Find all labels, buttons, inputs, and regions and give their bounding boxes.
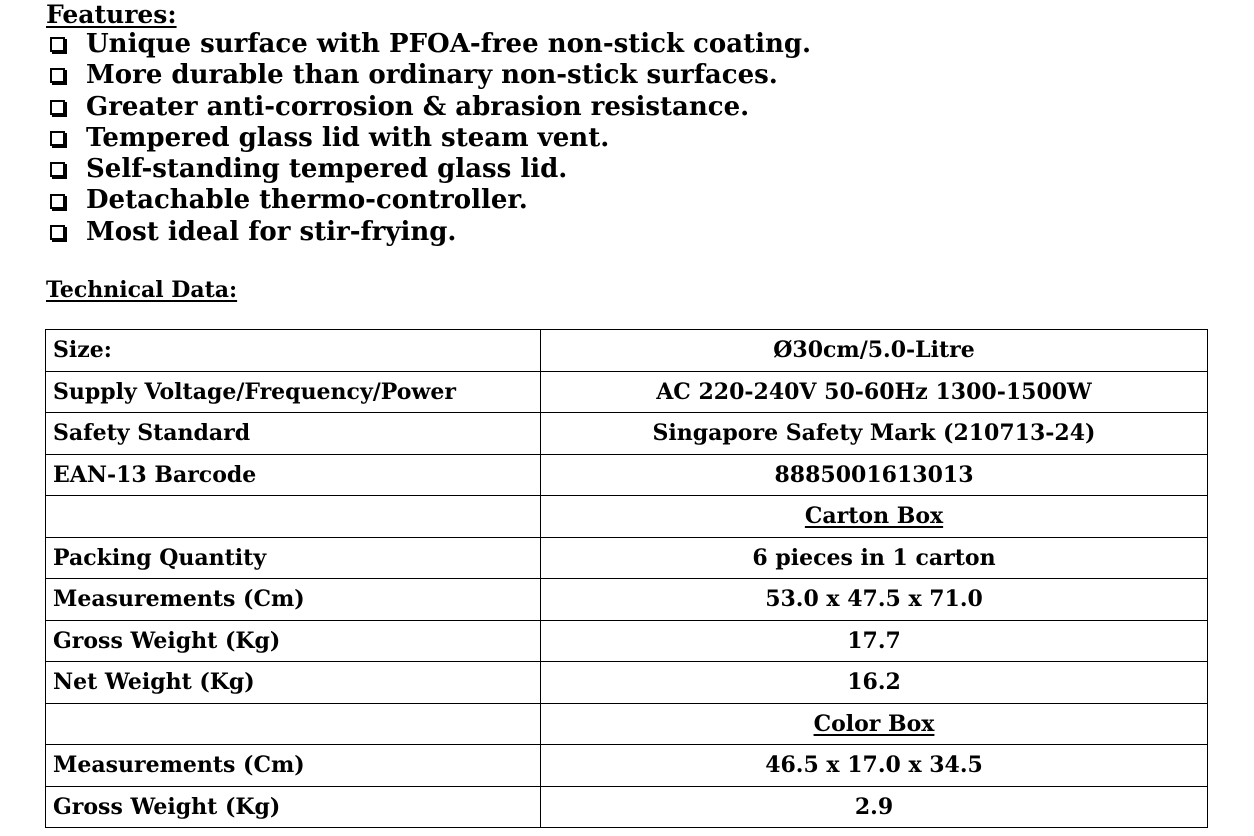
row-label — [46, 496, 541, 538]
row-label: EAN-13 Barcode — [46, 454, 541, 496]
table-section-row — [46, 703, 1208, 745]
checkbox-icon — [50, 162, 65, 177]
table-row — [46, 579, 1208, 621]
checkbox-icon — [50, 194, 65, 209]
row-label: Packing Quantity — [46, 537, 541, 579]
feature-text: Self-standing tempered glass lid. — [86, 154, 568, 185]
feature-text: More durable than ordinary non-stick surfaces. — [86, 60, 778, 91]
row-label: Measurements (Cm) — [46, 745, 541, 787]
row-value: 8885001613013 — [541, 454, 1208, 496]
feature-item — [46, 29, 811, 60]
row-value: Singapore Safety Mark (210713-24) — [541, 413, 1208, 455]
checkbox-icon — [50, 131, 65, 146]
feature-item — [46, 154, 811, 185]
checkbox-icon — [50, 68, 65, 83]
row-label: Size: — [46, 330, 541, 372]
row-value: 17.7 — [541, 620, 1208, 662]
features-list — [46, 29, 811, 248]
row-value: 6 pieces in 1 carton — [541, 537, 1208, 579]
table-row — [46, 662, 1208, 704]
table-row — [46, 786, 1208, 828]
row-label: Net Weight (Kg) — [46, 662, 541, 704]
feature-text: Detachable thermo-controller. — [86, 185, 528, 216]
row-label: Gross Weight (Kg) — [46, 620, 541, 662]
technical-data-table — [45, 329, 1208, 828]
row-value: 46.5 x 17.0 x 34.5 — [541, 745, 1208, 787]
feature-text: Greater anti-corrosion & abrasion resistance. — [86, 91, 750, 122]
checkbox-icon — [50, 225, 65, 240]
table-row — [46, 330, 1208, 372]
table-row — [46, 371, 1208, 413]
table-row — [46, 413, 1208, 455]
table-section-row — [46, 496, 1208, 538]
feature-item — [46, 60, 811, 91]
table-row — [46, 537, 1208, 579]
section-header-carton-box: Carton Box — [541, 496, 1208, 538]
table-row — [46, 620, 1208, 662]
section-header-color-box: Color Box — [541, 703, 1208, 745]
checkbox-icon — [50, 100, 65, 115]
feature-text: Unique surface with PFOA-free non-stick coating. — [86, 29, 812, 59]
row-value: Ø30cm/5.0-Litre — [541, 330, 1208, 372]
row-label — [46, 703, 541, 745]
feature-item — [46, 92, 811, 123]
technical-data-heading: Technical Data: — [46, 277, 238, 303]
feature-item — [46, 123, 811, 154]
feature-item — [46, 185, 811, 216]
feature-text: Most ideal for stir-frying. — [86, 216, 457, 247]
checkbox-icon — [50, 37, 65, 52]
features-heading: Features: — [46, 0, 177, 29]
row-value: 53.0 x 47.5 x 71.0 — [541, 579, 1208, 621]
feature-text: Tempered glass lid with steam vent. — [86, 122, 610, 153]
table-row — [46, 745, 1208, 787]
feature-item — [46, 217, 811, 248]
row-value: AC 220-240V 50-60Hz 1300-1500W — [541, 371, 1208, 413]
row-value: 2.9 — [541, 786, 1208, 828]
row-value: 16.2 — [541, 662, 1208, 704]
row-label: Measurements (Cm) — [46, 579, 541, 621]
row-label: Safety Standard — [46, 413, 541, 455]
table-row — [46, 454, 1208, 496]
row-label: Gross Weight (Kg) — [46, 786, 541, 828]
row-label: Supply Voltage/Frequency/Power — [46, 371, 541, 413]
